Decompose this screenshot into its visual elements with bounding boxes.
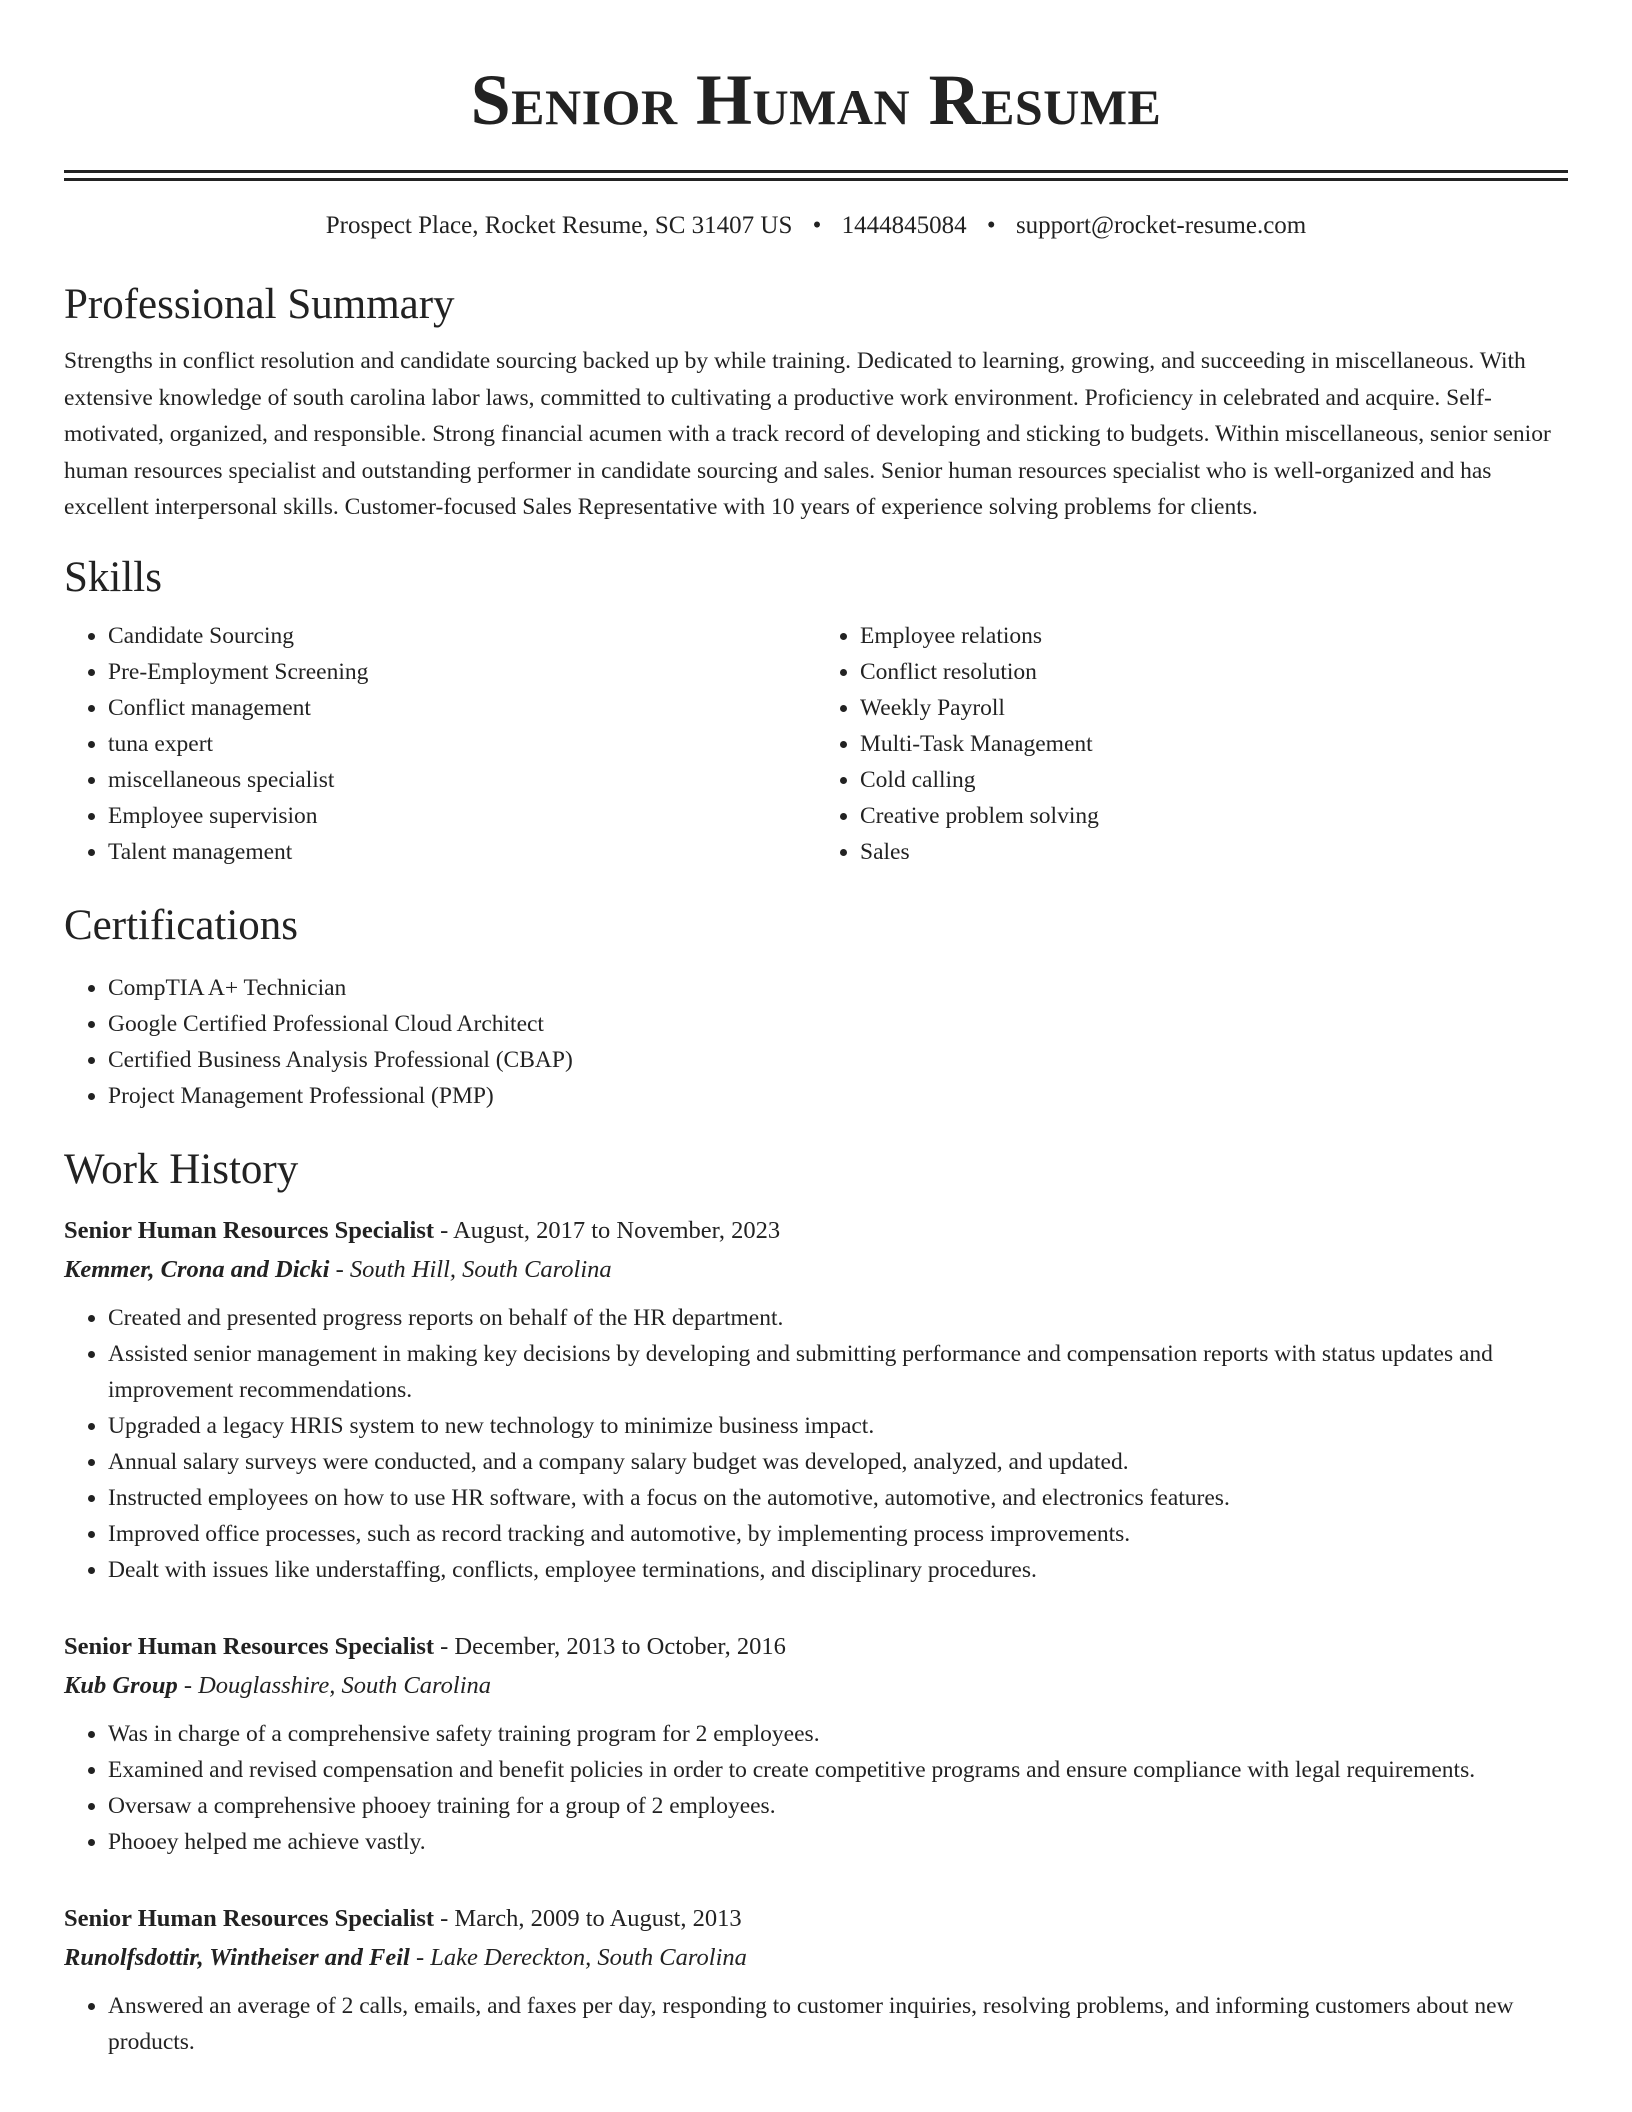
job-bullet: • Instructed employees on how to use HR software, with a focus on the automotive, automotive, and electronics features. [108, 1480, 1568, 1516]
job-bullet: • Annual salary surveys were conducted, and a company salary budget was developed, analyzed, and updated. [108, 1444, 1568, 1480]
job-employer [64, 1666, 1568, 1706]
job-bullets [64, 1988, 1568, 2060]
job-employer [64, 1250, 1568, 1290]
work-history-heading: Work History [64, 1145, 299, 1193]
job-entry [64, 1628, 1568, 1860]
job-entry [64, 1900, 1568, 2060]
certifications-list [64, 970, 1568, 1114]
certification-item: • Project Management Professional (PMP) [108, 1078, 1568, 1114]
certifications-heading: Certifications [64, 901, 299, 949]
job-bullet: • Oversaw a comprehensive phooey training for a group of 2 employees. [108, 1788, 1568, 1824]
skill-item: • tuna expert [108, 726, 816, 762]
job-bullet: • Phooey helped me achieve vastly. [108, 1824, 1568, 1860]
job-bullet: • Dealt with issues like understaffing, conflicts, employee terminations, and disciplinary procedures. [108, 1552, 1568, 1588]
job-employer [64, 1938, 1568, 1978]
resume-title: Senior Human Resume [470, 60, 1162, 140]
skill-item: • Talent management [108, 834, 816, 870]
job-dates: - March, 2009 to August, 2013 [434, 1904, 742, 1932]
contact-line [64, 209, 1568, 243]
contact-address: Prospect Place, Rocket Resume, SC 31407 US [325, 212, 793, 239]
job-header [64, 1212, 1568, 1250]
job-title: Senior Human Resources Specialist [64, 1904, 435, 1932]
contact-phone: 1444845084 [841, 212, 967, 239]
skill-item: • miscellaneous specialist [108, 762, 816, 798]
resume-page [64, 0, 1568, 2060]
skill-item: • Conflict resolution [860, 654, 1568, 690]
skill-item: • Employee supervision [108, 798, 816, 834]
job-bullet: • Improved office processes, such as record tracking and automotive, by implementing process improvements. [108, 1516, 1568, 1552]
title-double-rule [64, 170, 1568, 181]
summary-heading: Professional Summary [64, 281, 455, 328]
skill-item: • Multi-Task Management [860, 726, 1568, 762]
job-company: Kub Group [64, 1671, 178, 1699]
contact-separator: • [812, 212, 822, 239]
job-location: - Douglasshire, South Carolina [177, 1671, 491, 1699]
skill-item: • Conflict management [108, 690, 816, 726]
job-bullets [64, 1300, 1568, 1588]
skill-item: • Candidate Sourcing [108, 618, 816, 654]
skill-item: • Creative problem solving [860, 798, 1568, 834]
job-bullet: • Was in charge of a comprehensive safety training program for 2 employees. [108, 1716, 1568, 1752]
job-entry [64, 1212, 1568, 1588]
skill-item: • Employee relations [860, 618, 1568, 654]
skills-columns [64, 618, 1568, 870]
job-company: Kemmer, Crona and Dicki [64, 1255, 330, 1283]
skill-item: • Cold calling [860, 762, 1568, 798]
skill-item: • Weekly Payroll [860, 690, 1568, 726]
skills-list-left [64, 618, 816, 870]
skills-list-right [816, 618, 1568, 870]
summary-text: Strengths in conflict resolution and candidate sourcing backed up by while training. Dedicated to learning, growing, and succeeding in miscellaneous. With extensive knowledge of south carolina labor laws, committed to cultivating a productive work environment. Proficiency in celebrated and acquire. Self-motivated, organized, and responsible. Strong financial acumen with a track record of developing and sticking to budgets. Within miscellaneous, senior senior human resources specialist and outstanding performer in candidate sourcing and sales. Senior human resources specialist who is well-organized and has excellent interpersonal skills. Customer-focused Sales Representative with 10 years of experience solving problems for clients. [64, 348, 1551, 520]
job-title: Senior Human Resources Specialist [64, 1632, 435, 1660]
job-bullet: • Examined and revised compensation and benefit policies in order to create competitive programs and ensure compliance with legal requirements. [108, 1752, 1568, 1788]
job-header [64, 1900, 1568, 1938]
job-title: Senior Human Resources Specialist [64, 1216, 435, 1244]
job-bullet: • Assisted senior management in making key decisions by developing and submitting performance and compensation reports with status updates and improvement recommendations. [108, 1336, 1568, 1408]
job-dates: - December, 2013 to October, 2016 [434, 1632, 786, 1660]
job-bullet: • Created and presented progress reports on behalf of the HR department. [108, 1300, 1568, 1336]
contact-email: support@rocket-resume.com [1015, 212, 1307, 239]
job-bullets [64, 1716, 1568, 1860]
certification-item: • CompTIA A+ Technician [108, 970, 1568, 1006]
skills-heading: Skills [64, 553, 162, 601]
job-location: - Lake Dereckton, South Carolina [409, 1943, 747, 1971]
skill-item: • Pre-Employment Screening [108, 654, 816, 690]
certification-item: • Google Certified Professional Cloud Architect [108, 1006, 1568, 1042]
job-bullet: • Upgraded a legacy HRIS system to new technology to minimize business impact. [108, 1408, 1568, 1444]
job-location: - South Hill, South Carolina [329, 1255, 612, 1283]
contact-separator: • [986, 212, 996, 239]
job-bullet: • Answered an average of 2 calls, emails, and faxes per day, responding to customer inquiries, resolving problems, and informing customers about new products. [108, 1988, 1568, 2060]
job-dates: - August, 2017 to November, 2023 [434, 1216, 781, 1244]
job-company: Runolfsdottir, Wintheiser and Feil [64, 1943, 410, 1971]
skill-item: • Sales [860, 834, 1568, 870]
job-header [64, 1628, 1568, 1666]
certification-item: • Certified Business Analysis Professional (CBAP) [108, 1042, 1568, 1078]
